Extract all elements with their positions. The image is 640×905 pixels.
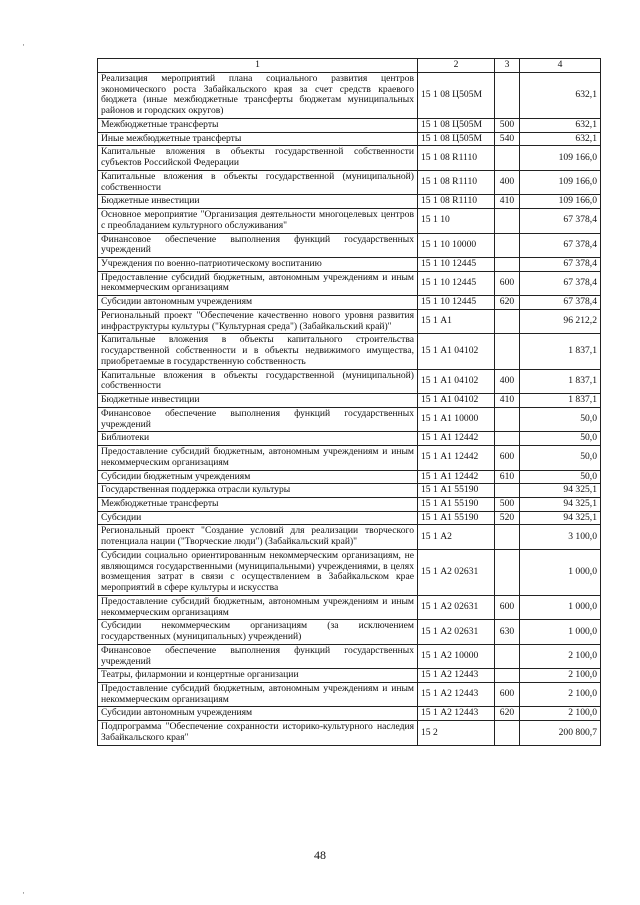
row-amount-cell: 94 325,1 xyxy=(520,511,601,525)
row-name-cell: Реализация мероприятий плана социального развития центров экономического роста Забайкальского края за счет средств краевого бюджета (иные межбюджетные трансферты бюджетам муниципальных районов и городских округов) xyxy=(98,73,418,119)
scan-mark: · xyxy=(22,888,25,898)
row-amount-cell: 109 166,0 xyxy=(520,170,601,194)
column-header: 1 xyxy=(98,59,418,73)
row-vr-cell xyxy=(495,258,520,272)
row-name-cell: Бюджетные инвестиции xyxy=(98,394,418,408)
row-vr-cell: 600 xyxy=(495,271,520,295)
row-name-cell: Подпрограмма "Обеспечение сохранности историко-культурного наследия Забайкальского края" xyxy=(98,721,418,745)
table-row xyxy=(98,209,601,233)
row-code-cell: 15 1 А2 12443 xyxy=(418,682,495,706)
row-code-cell: 15 1 08 R1110 xyxy=(418,170,495,194)
table-row xyxy=(98,511,601,525)
page-number: 48 xyxy=(314,848,326,862)
row-vr-cell: 630 xyxy=(495,620,520,644)
row-vr-cell xyxy=(495,549,520,595)
row-vr-cell: 400 xyxy=(495,369,520,393)
row-vr-cell xyxy=(495,209,520,233)
row-name-cell: Учреждения по военно-патриотическому воспитанию xyxy=(98,258,418,272)
table-row xyxy=(98,118,601,132)
row-code-cell: 15 1 А1 xyxy=(418,309,495,333)
row-amount-cell: 2 100,0 xyxy=(520,682,601,706)
row-amount-cell: 109 166,0 xyxy=(520,195,601,209)
row-name-cell: Субсидии некоммерческим организациям (за исключением государственных (муниципальных) учреждений) xyxy=(98,620,418,644)
row-code-cell: 15 1 А2 10000 xyxy=(418,644,495,668)
row-name-cell: Капитальные вложения в объекты государственной (муниципальной) собственности xyxy=(98,369,418,393)
row-name-cell: Субсидии бюджетным учреждениям xyxy=(98,470,418,484)
row-amount-cell: 67 378,4 xyxy=(520,271,601,295)
row-code-cell: 15 1 А1 55190 xyxy=(418,484,495,498)
row-vr-cell xyxy=(495,432,520,446)
row-code-cell: 15 1 А1 55190 xyxy=(418,511,495,525)
row-amount-cell: 632,1 xyxy=(520,73,601,119)
row-amount-cell: 2 100,0 xyxy=(520,644,601,668)
row-code-cell: 15 1 А1 04102 xyxy=(418,369,495,393)
row-vr-cell: 410 xyxy=(495,394,520,408)
row-vr-cell: 500 xyxy=(495,118,520,132)
row-amount-cell: 1 837,1 xyxy=(520,394,601,408)
row-vr-cell xyxy=(495,309,520,333)
row-code-cell: 15 1 А1 10000 xyxy=(418,407,495,431)
row-amount-cell: 109 166,0 xyxy=(520,146,601,170)
table-row xyxy=(98,669,601,683)
table-row xyxy=(98,682,601,706)
table-row xyxy=(98,73,601,119)
table-row xyxy=(98,525,601,549)
row-amount-cell: 1 000,0 xyxy=(520,549,601,595)
row-name-cell: Субсидии xyxy=(98,511,418,525)
row-name-cell: Предоставление субсидий бюджетным, автономным учреждениям и иным некоммерческим организациям xyxy=(98,682,418,706)
table-row xyxy=(98,258,601,272)
row-amount-cell: 67 378,4 xyxy=(520,209,601,233)
row-vr-cell xyxy=(495,233,520,257)
row-name-cell: Предоставление субсидий бюджетным, автономным учреждениям и иным некоммерческим организациям xyxy=(98,446,418,470)
row-amount-cell: 3 100,0 xyxy=(520,525,601,549)
row-amount-cell: 1 837,1 xyxy=(520,369,601,393)
row-vr-cell: 400 xyxy=(495,170,520,194)
row-vr-cell xyxy=(495,644,520,668)
row-vr-cell: 620 xyxy=(495,707,520,721)
row-name-cell: Иные межбюджетные трансферты xyxy=(98,132,418,146)
row-name-cell: Субсидии автономным учреждениям xyxy=(98,707,418,721)
row-name-cell: Региональный проект "Создание условий для реализации творческого потенциала нации ("Творческие люди") (Забайкальский край)" xyxy=(98,525,418,549)
table-row xyxy=(98,620,601,644)
row-code-cell: 15 1 А2 02631 xyxy=(418,549,495,595)
row-vr-cell: 600 xyxy=(495,682,520,706)
row-code-cell: 15 1 08 R1110 xyxy=(418,195,495,209)
row-code-cell: 15 1 А2 xyxy=(418,525,495,549)
row-name-cell: Бюджетные инвестиции xyxy=(98,195,418,209)
row-amount-cell: 94 325,1 xyxy=(520,484,601,498)
row-amount-cell: 50,0 xyxy=(520,446,601,470)
row-code-cell: 15 1 А2 12443 xyxy=(418,707,495,721)
row-name-cell: Капитальные вложения в объекты государственной собственности субъектов Российской Федерации xyxy=(98,146,418,170)
row-name-cell: Субсидии социально ориентированным некоммерческим организациям, не являющимся государственными (муниципальными) учреждениями, в целях возмещения затрат в связи с осуществлением в Забайкальском крае мероприятий в сфере культуры и искусства xyxy=(98,549,418,595)
table-row xyxy=(98,432,601,446)
row-amount-cell: 200 800,7 xyxy=(520,721,601,745)
column-header: 4 xyxy=(520,59,601,73)
row-name-cell: Театры, филармонии и концертные организации xyxy=(98,669,418,683)
row-code-cell: 15 1 08 Ц505М xyxy=(418,73,495,119)
row-amount-cell: 94 325,1 xyxy=(520,497,601,511)
table-row xyxy=(98,707,601,721)
row-vr-cell: 410 xyxy=(495,195,520,209)
row-code-cell: 15 1 08 Ц505М xyxy=(418,132,495,146)
row-vr-cell: 520 xyxy=(495,511,520,525)
table-row xyxy=(98,407,601,431)
row-vr-cell xyxy=(495,146,520,170)
row-code-cell: 15 1 А1 12442 xyxy=(418,446,495,470)
row-vr-cell xyxy=(495,525,520,549)
row-amount-cell: 1 000,0 xyxy=(520,620,601,644)
row-name-cell: Финансовое обеспечение выполнения функций государственных учреждений xyxy=(98,407,418,431)
row-name-cell: Библиотеки xyxy=(98,432,418,446)
row-amount-cell: 96 212,2 xyxy=(520,309,601,333)
table-row xyxy=(98,549,601,595)
row-name-cell: Межбюджетные трансферты xyxy=(98,118,418,132)
row-code-cell: 15 1 А1 04102 xyxy=(418,394,495,408)
table-row xyxy=(98,446,601,470)
table-row xyxy=(98,170,601,194)
row-code-cell: 15 1 10 12445 xyxy=(418,258,495,272)
row-amount-cell: 632,1 xyxy=(520,132,601,146)
row-name-cell: Государственная поддержка отрасли культуры xyxy=(98,484,418,498)
row-amount-cell: 1 000,0 xyxy=(520,595,601,619)
row-code-cell: 15 2 xyxy=(418,721,495,745)
row-code-cell: 15 1 10 12445 xyxy=(418,296,495,310)
row-name-cell: Региональный проект "Обеспечение качественно нового уровня развития инфраструктуры культуры ("Культурная среда") (Забайкальский край)" xyxy=(98,309,418,333)
row-vr-cell: 610 xyxy=(495,470,520,484)
row-vr-cell: 620 xyxy=(495,296,520,310)
row-name-cell: Капитальные вложения в объекты государственной (муниципальной) собственности xyxy=(98,170,418,194)
row-code-cell: 15 1 А1 12442 xyxy=(418,432,495,446)
row-name-cell: Предоставление субсидий бюджетным, автономным учреждениям и иным некоммерческим организациям xyxy=(98,595,418,619)
column-header: 3 xyxy=(495,59,520,73)
row-vr-cell xyxy=(495,669,520,683)
table-row xyxy=(98,369,601,393)
row-amount-cell: 50,0 xyxy=(520,432,601,446)
table-row xyxy=(98,195,601,209)
row-code-cell: 15 1 А1 12442 xyxy=(418,470,495,484)
row-name-cell: Финансовое обеспечение выполнения функций государственных учреждений xyxy=(98,644,418,668)
row-code-cell: 15 1 А2 02631 xyxy=(418,595,495,619)
table-header-row xyxy=(98,59,601,73)
row-name-cell: Субсидии автономным учреждениям xyxy=(98,296,418,310)
row-name-cell: Межбюджетные трансферты xyxy=(98,497,418,511)
table-row xyxy=(98,497,601,511)
row-name-cell: Основное мероприятие "Организация деятельности многоцелевых центров с преобладанием культурного обслуживания" xyxy=(98,209,418,233)
table-row xyxy=(98,595,601,619)
row-vr-cell xyxy=(495,73,520,119)
table-row xyxy=(98,721,601,745)
table-row xyxy=(98,334,601,369)
row-name-cell: Финансовое обеспечение выполнения функций государственных учреждений xyxy=(98,233,418,257)
table-row xyxy=(98,233,601,257)
table-row xyxy=(98,394,601,408)
row-amount-cell: 67 378,4 xyxy=(520,296,601,310)
row-amount-cell: 632,1 xyxy=(520,118,601,132)
row-code-cell: 15 1 А2 02631 xyxy=(418,620,495,644)
row-vr-cell xyxy=(495,484,520,498)
budget-table xyxy=(97,58,601,746)
table-row xyxy=(98,309,601,333)
row-amount-cell: 50,0 xyxy=(520,470,601,484)
row-vr-cell xyxy=(495,407,520,431)
row-amount-cell: 67 378,4 xyxy=(520,233,601,257)
row-vr-cell: 500 xyxy=(495,497,520,511)
row-amount-cell: 1 837,1 xyxy=(520,334,601,369)
column-header: 2 xyxy=(418,59,495,73)
row-amount-cell: 50,0 xyxy=(520,407,601,431)
table-row xyxy=(98,132,601,146)
row-name-cell: Капитальные вложения в объекты капитального строительства государственной собственности и в объекты недвижимого имущества, приобретаемые в государственную собственность xyxy=(98,334,418,369)
row-vr-cell: 540 xyxy=(495,132,520,146)
row-amount-cell: 2 100,0 xyxy=(520,669,601,683)
row-vr-cell xyxy=(495,721,520,745)
row-code-cell: 15 1 08 Ц505М xyxy=(418,118,495,132)
scan-mark: · xyxy=(22,40,25,50)
row-code-cell: 15 1 10 12445 xyxy=(418,271,495,295)
row-code-cell: 15 1 А2 12443 xyxy=(418,669,495,683)
table-row xyxy=(98,296,601,310)
row-code-cell: 15 1 А1 55190 xyxy=(418,497,495,511)
table-row xyxy=(98,146,601,170)
table-row xyxy=(98,271,601,295)
row-code-cell: 15 1 А1 04102 xyxy=(418,334,495,369)
row-code-cell: 15 1 10 xyxy=(418,209,495,233)
row-amount-cell: 2 100,0 xyxy=(520,707,601,721)
row-name-cell: Предоставление субсидий бюджетным, автономным учреждениям и иным некоммерческим организациям xyxy=(98,271,418,295)
row-code-cell: 15 1 10 10000 xyxy=(418,233,495,257)
row-vr-cell: 600 xyxy=(495,595,520,619)
row-amount-cell: 67 378,4 xyxy=(520,258,601,272)
row-vr-cell: 600 xyxy=(495,446,520,470)
table-row xyxy=(98,484,601,498)
row-vr-cell xyxy=(495,334,520,369)
row-code-cell: 15 1 08 R1110 xyxy=(418,146,495,170)
table-row xyxy=(98,470,601,484)
table-row xyxy=(98,644,601,668)
